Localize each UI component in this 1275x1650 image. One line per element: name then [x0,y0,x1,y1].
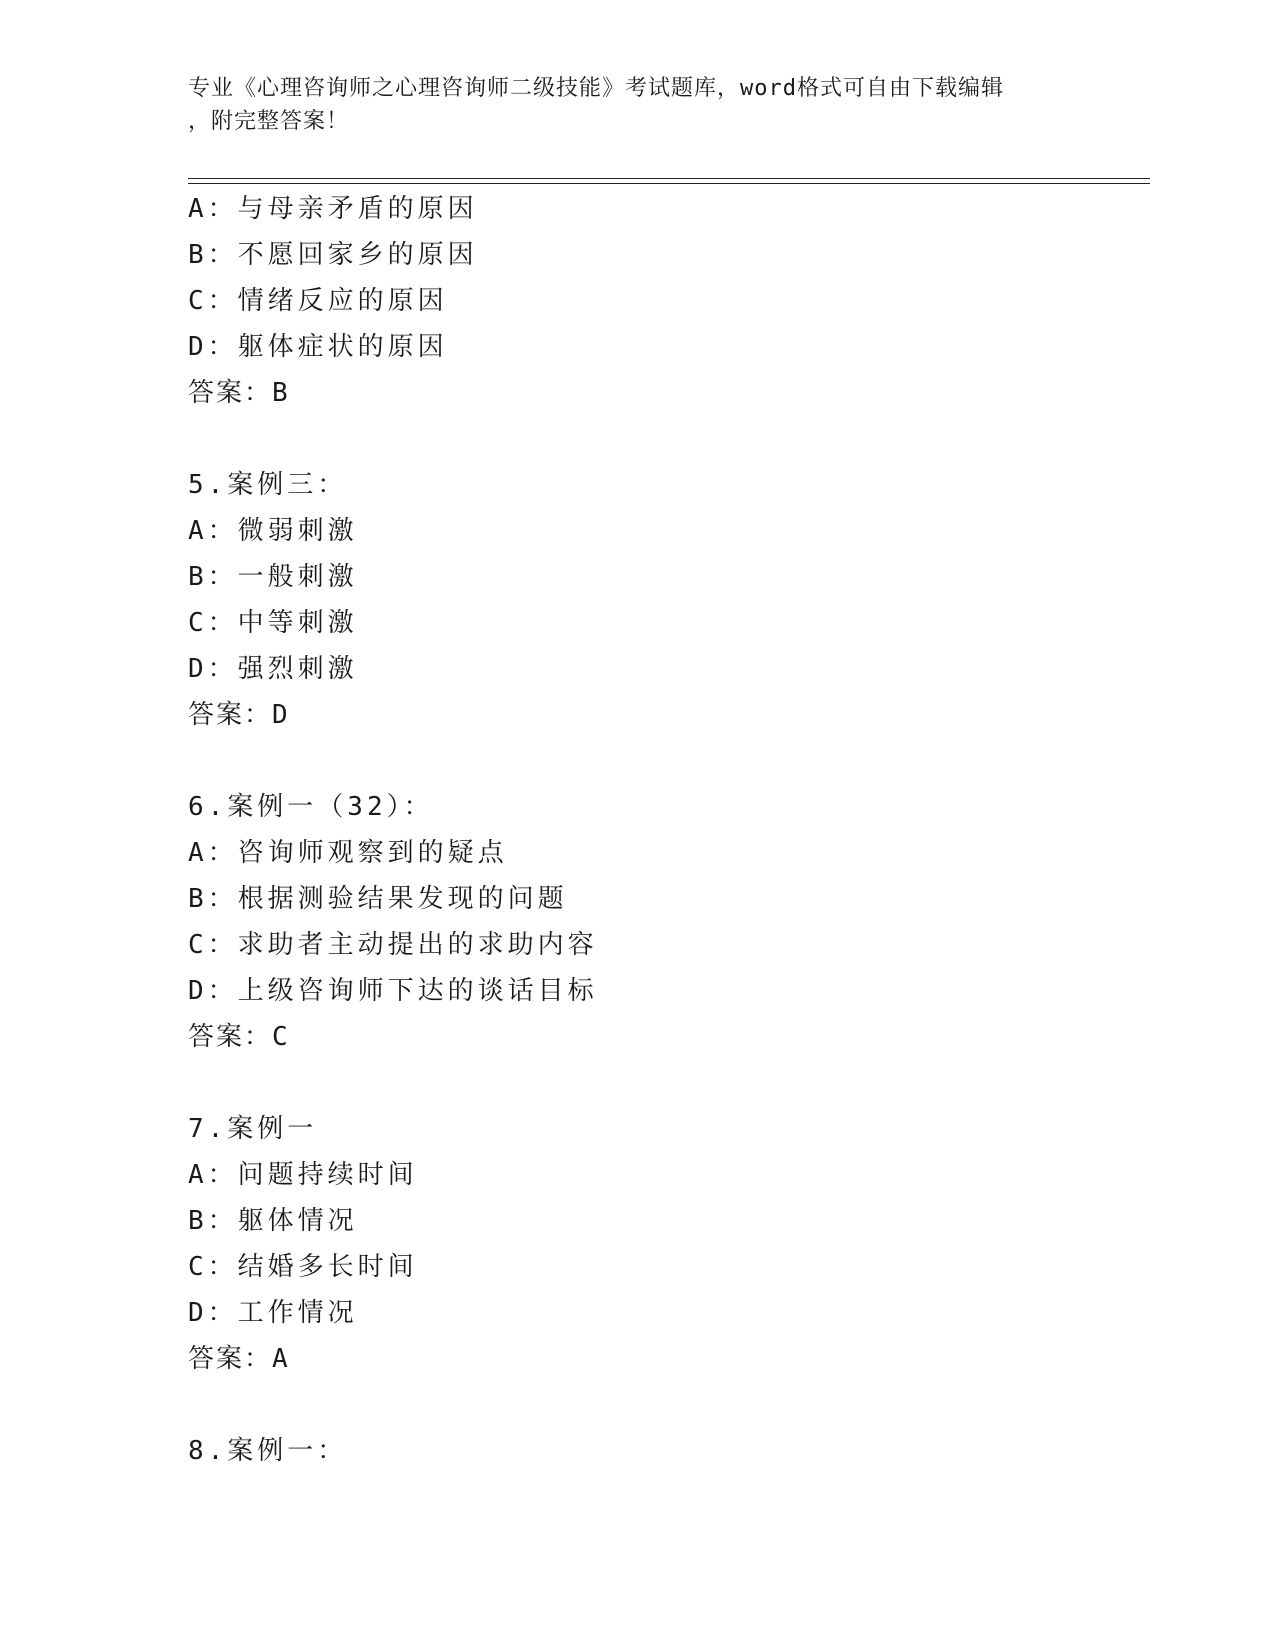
option-a: A：问题持续时间 [188,1160,418,1190]
header-divider-bottom [188,183,1150,184]
option-d: D：强烈刺激 [188,654,358,684]
option-c: C：情绪反应的原因 [188,286,448,316]
question-title: 8.案例一： [188,1436,348,1466]
option-a: A：微弱刺激 [188,516,358,546]
question-title: 5.案例三： [188,470,348,500]
option-c: C：结婚多长时间 [188,1252,418,1282]
answer-line: 答案：A [188,1344,290,1374]
option-b: B：根据测验结果发现的问题 [188,884,568,914]
question-title: 6.案例一（32）： [188,792,434,822]
answer-line: 答案：C [188,1022,290,1052]
option-b: B：不愿回家乡的原因 [188,240,478,270]
question-list [188,186,1148,1474]
option-d: D：上级咨询师下达的谈话目标 [188,976,598,1006]
question-title: 7.案例一 [188,1114,318,1144]
document-header [188,72,1088,138]
option-d: D：工作情况 [188,1298,358,1328]
answer-line: 答案：B [188,378,290,408]
option-c: C：中等刺激 [188,608,358,638]
option-a: A：与母亲矛盾的原因 [188,194,478,224]
header-line-1: 专业《心理咨询师之心理咨询师二级技能》考试题库，word格式可自由下载编辑 [188,76,1004,101]
header-divider-top [188,178,1150,179]
option-b: B：躯体情况 [188,1206,358,1236]
option-d: D：躯体症状的原因 [188,332,448,362]
header-line-2: ，附完整答案！ [188,109,350,134]
option-b: B：一般刺激 [188,562,358,592]
option-a: A：咨询师观察到的疑点 [188,838,508,868]
option-c: C：求助者主动提出的求助内容 [188,930,598,960]
answer-line: 答案：D [188,700,290,730]
